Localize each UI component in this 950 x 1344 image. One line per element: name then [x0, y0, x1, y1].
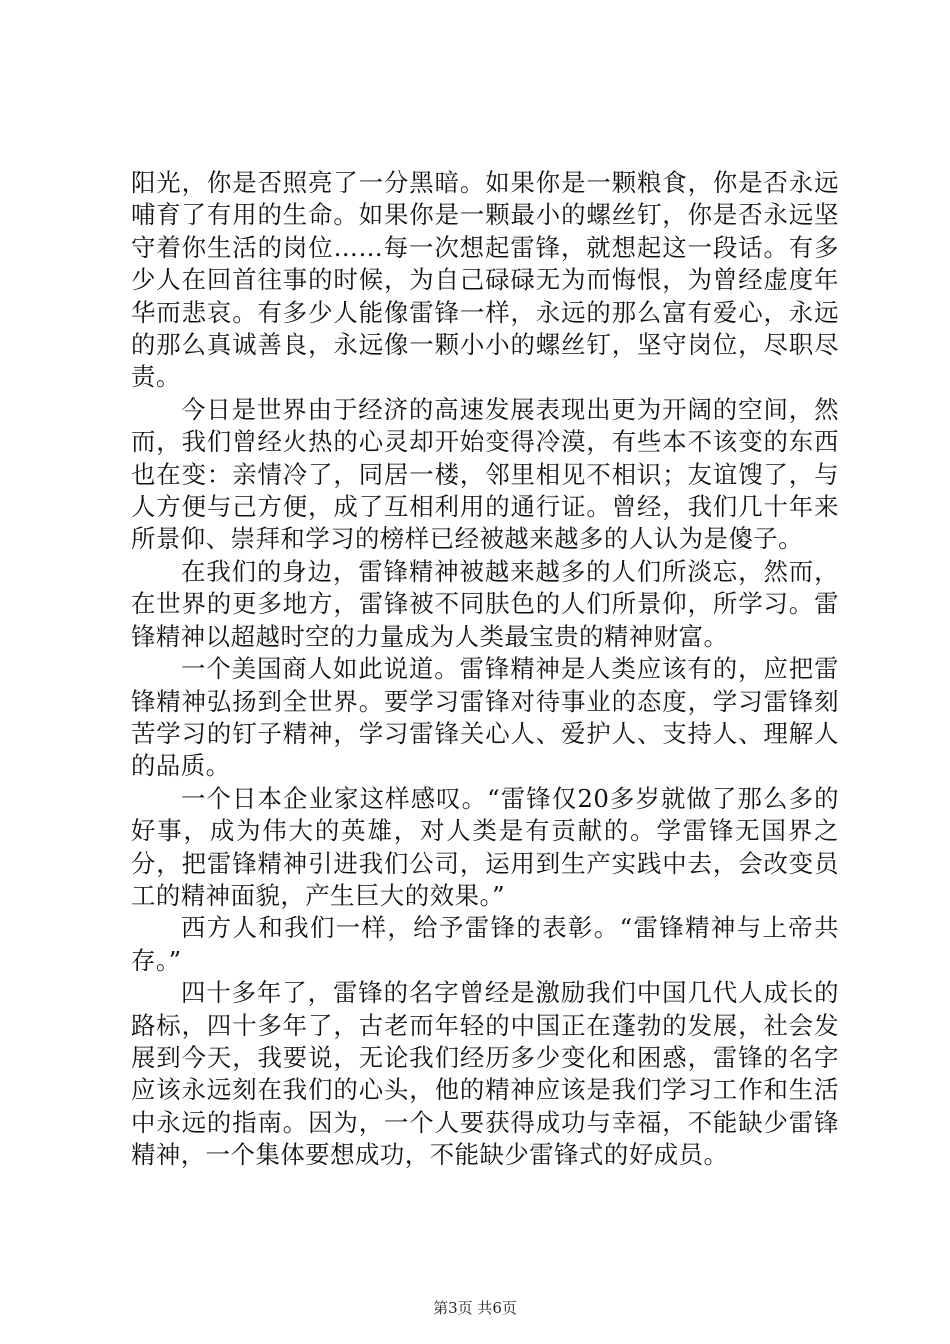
paragraph: 今日是世界由于经济的高速发展表现出更为开阔的空间，然而，我们曾经火热的心灵却开始变得冷漠，有些本不该变的东西也在变：亲情冷了，同居一楼，邻里相见不相识；友谊馊了，与人方便与己方便，成了互相利用的通行证。曾经，我们几十年来所景仰、崇拜和学习的榜样已经被越来越多的人认为是傻子。 [131, 394, 839, 554]
paragraph: 一个日本企业家这样感叹。“雷锋仅20多岁就做了那么多的好事，成为伟大的英雄，对人类是有贡献的。学雷锋无国界之分，把雷锋精神引进我们公司，运用到生产实践中去，会改变员工的精神面貌，产生巨大的效果。” [131, 783, 839, 910]
paragraph: 在我们的身边，雷锋精神被越来越多的人们所淡忘，然而，在世界的更多地方，雷锋被不同肤色的人们所景仰，所学习。雷锋精神以超越时空的力量成为人类最宝贵的精神财富。 [131, 556, 839, 651]
paragraph: 一个美国商人如此说道。雷锋精神是人类应该有的，应把雷锋精神弘扬到全世界。要学习雷锋对待事业的态度，学习雷锋刻苦学习的钉子精神，学习雷锋关心人、爱护人、支持人、理解人的品质。 [131, 654, 839, 781]
page-footer: 第3页 共6页 [433, 1299, 517, 1317]
paragraph-continuation: 阳光，你是否照亮了一分黑暗。如果你是一颗粮食，你是否永远哺育了有用的生命。如果你是一颗最小的螺丝钉，你是否永远坚守着你生活的岗位……每一次想起雷锋，就想起这一段话。有多少人在回首往事的时候，为自己碌碌无为而悔恨，为曾经虚度年华而悲哀。有多少人能像雷锋一样，永远的那么富有爱心，永远的那么真诚善良，永远像一颗小小的螺丝钉，坚守岗位，尽职尽责。 [131, 168, 839, 392]
document-body [131, 167, 839, 1172]
paragraph: 西方人和我们一样，给予雷锋的表彰。“雷锋精神与上帝共存。” [131, 913, 839, 975]
paragraph: 四十多年了，雷锋的名字曾经是激励我们中国几代人成长的路标，四十多年了，古老而年轻的中国正在蓬勃的发展，社会发展到今天，我要说，无论我们经历多少变化和困惑，雷锋的名字应该永远刻在我们的心头，他的精神应该是我们学习工作和生活中永远的指南。因为，一个人要获得成功与幸福，不能缺少雷锋精神，一个集体要想成功，不能缺少雷锋式的好成员。 [131, 978, 839, 1170]
